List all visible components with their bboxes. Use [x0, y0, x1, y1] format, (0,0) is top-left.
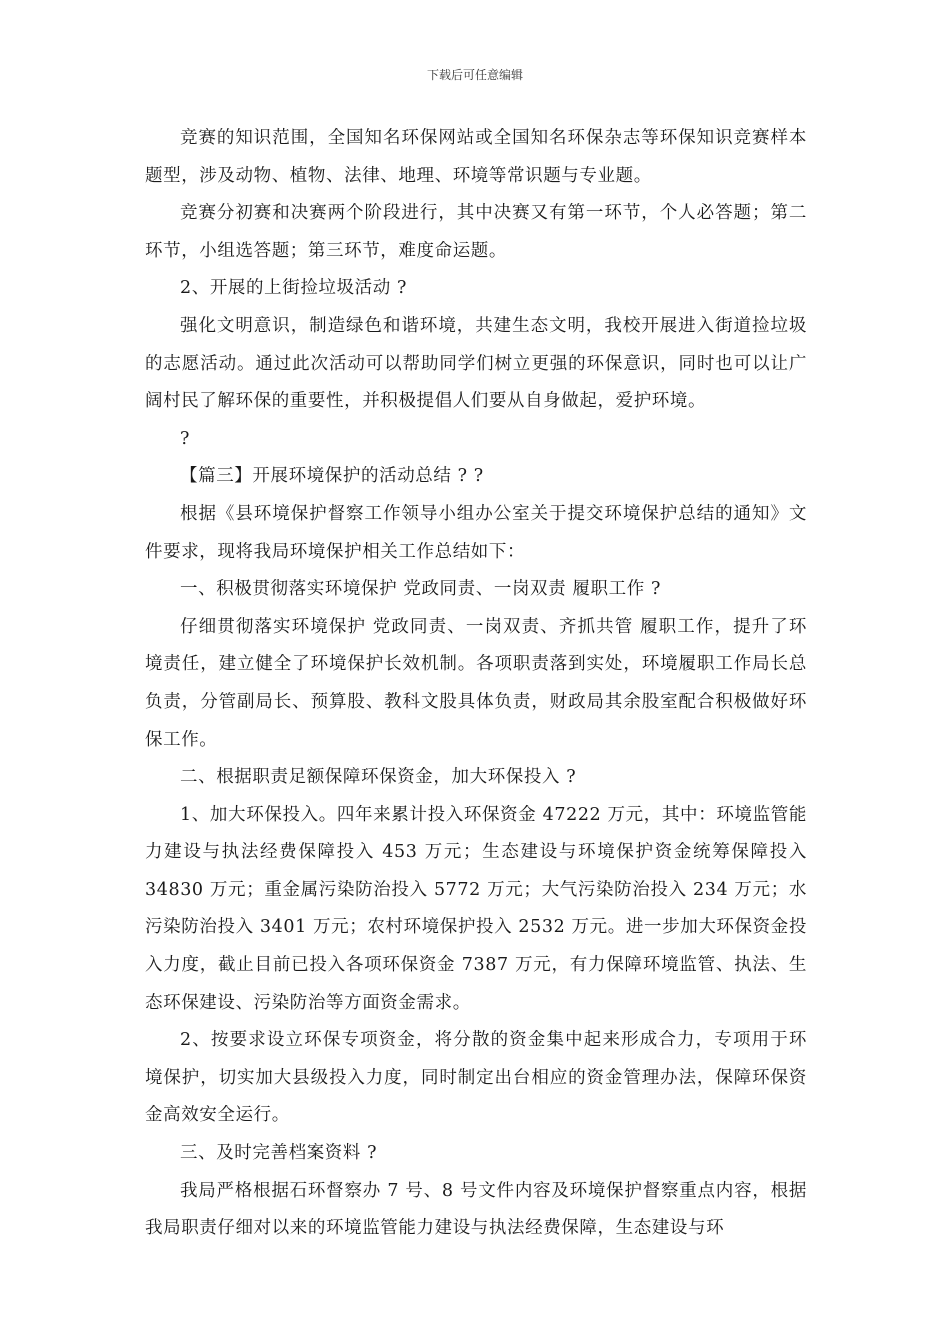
paragraph: 强化文明意识，制造绿色和谐环境，共建生态文明，我校开展进入街道捡垃圾的志愿活动。通过此次活动可以帮助同学们树立更强的环保意识，同时也可以让广阔村民了解环保的重要性，并积极提倡人们要从自身做起，爱护环境。 — [145, 315, 807, 412]
paragraph: 竞赛的知识范围，全国知名环保网站或全国知名环保杂志等环保知识竞赛样本题型，涉及动物、植物、法律、地理、环境等常识题与专业题。 — [145, 128, 807, 186]
document-body — [145, 120, 807, 1248]
paragraph: ? — [180, 428, 190, 449]
paragraph: 1、加大环保投入。四年来累计投入环保资金 47222 万元，其中：环境监管能力建设与执法经费保障投入 453 万元；生态建设与环境保护资金统筹保障投入 34830 万元；重金属污染防治投入 5772 万元；大气污染防治投入 234 万元；水污染防治投入 3401 万元；农村环境保护投入 2532 万元。进一步加大环保资金投入力度，截止目前已投入各项环保资金 7387 万元，有力保障环境监管、执法、生态环保建设、污染防治等方面资金需求。 — [145, 804, 807, 1013]
paragraph: 根据《县环境保护督察工作领导小组办公室关于提交环境保护总结的通知》文件要求，现将我局环境保护相关工作总结如下： — [145, 503, 807, 562]
section-heading: 一、积极贯彻落实环境保护 党政同责、一岗双责 履职工作 ? — [180, 579, 661, 600]
paragraph: 2、按要求设立环保专项资金，将分散的资金集中起来形成合力，专项用于环境保护，切实加大县级投入力度，同时制定出台相应的资金管理办法，保障环保资金高效安全运行。 — [145, 1030, 807, 1126]
section-heading: 2、开展的上街捡垃圾活动 ? — [180, 278, 407, 299]
section-heading: 二、根据职责足额保障环保资金，加大环保投入 ? — [180, 767, 577, 788]
page-header-note: 下载后可任意编辑 — [426, 68, 523, 82]
section-heading: 三、及时完善档案资料 ? — [180, 1143, 378, 1164]
article-title: 【篇三】开展环境保护的活动总结 ? ? — [180, 466, 484, 487]
paragraph: 我局严格根据石环督察办 7 号、8 号文件内容及环境保护督察重点内容，根据我局职责仔细对以来的环境监管能力建设与执法经费保障，生态建设与环 — [145, 1180, 807, 1239]
paragraph: 仔细贯彻落实环境保护 党政同责、一岗双责、齐抓共管 履职工作，提升了环境责任，建立健全了环境保护长效机制。各项职责落到实处，环境履职工作局长总负责，分管副局长、预算股、教科文股具体负责，财政局其余股室配合积极做好环保工作。 — [145, 616, 807, 750]
paragraph: 竞赛分初赛和决赛两个阶段进行，其中决赛又有第一环节，个人必答题；第二环节，小组选答题；第三环节，难度命运题。 — [145, 203, 807, 261]
